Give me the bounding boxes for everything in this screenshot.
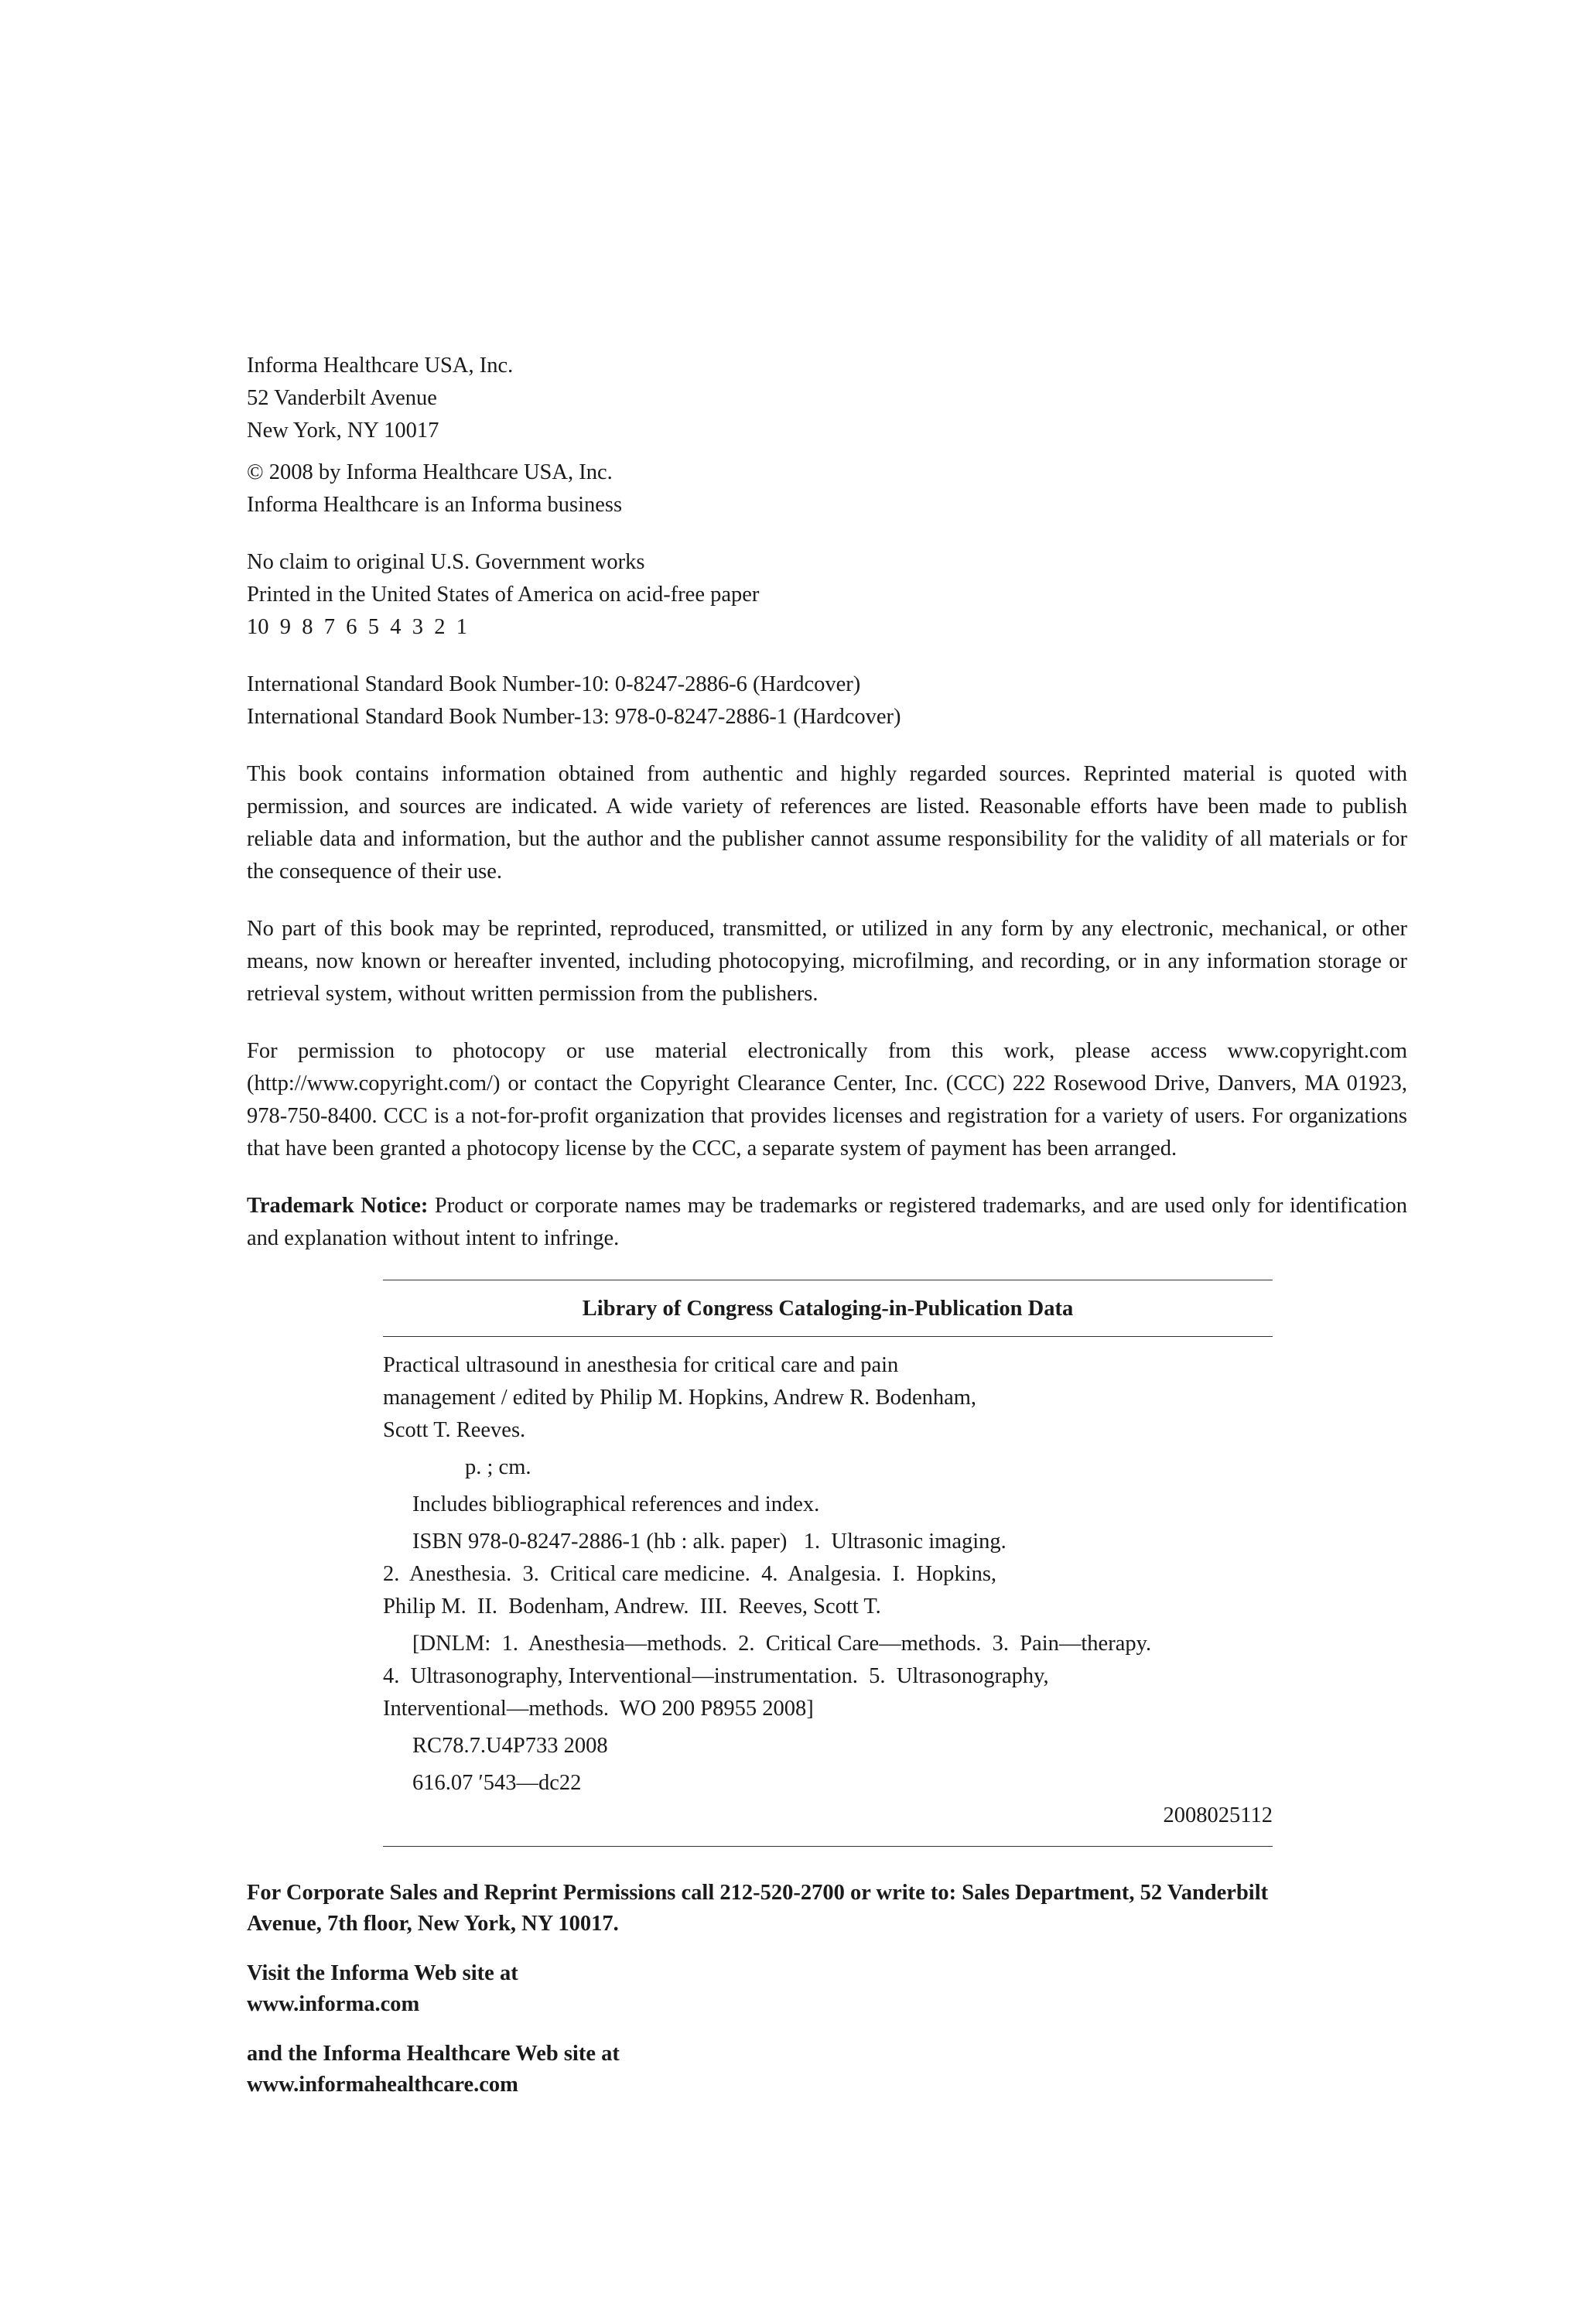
- business-line: Informa Healthcare is an Informa business: [247, 493, 623, 517]
- cip-physical-description: p. ; cm.: [465, 1455, 531, 1479]
- cip-title-line: Scott T. Reeves.: [383, 1418, 526, 1442]
- cip-dnlm-line: [DNLM: 1. Anesthesia—methods. 2. Critical Care—methods. 3. Pain—therapy.: [412, 1632, 1152, 1656]
- informa-website-notice: [247, 1958, 1407, 2020]
- cip-data-box: [383, 1280, 1273, 1847]
- informa-url: www.informa.com: [247, 1992, 420, 2016]
- reproduction-paragraph: No part of this book may be reprinted, reproduced, transmitted, or utilized in any form by any electronic, mechanical, or other means, now known or hereafter invented, including photocopying, microfilming, and recording, or in any information storage or retrieval system, without written permission from the publishers.: [247, 917, 1407, 1006]
- cip-bottom-rule: [383, 1846, 1273, 1847]
- trademark-label: Trademark Notice:: [247, 1194, 429, 1218]
- healthcare-website-notice: [247, 2039, 1407, 2101]
- publisher-name: Informa Healthcare USA, Inc.: [247, 354, 514, 378]
- cip-dnlm-line: 4. Ultrasonography, Interventional—instrumentation. 5. Ultrasonography,: [383, 1664, 1049, 1688]
- cip-note: Includes bibliographical references and index.: [412, 1492, 820, 1516]
- copyright-page: [247, 350, 1407, 2101]
- cip-body: [383, 1337, 1273, 1846]
- isbn-13-line: International Standard Book Number-13: 978-0-8247-2886-1 (Hardcover): [247, 705, 901, 729]
- healthcare-visit-line: and the Informa Healthcare Web site at: [247, 2042, 620, 2066]
- cip-dnlm-line: Interventional—methods. WO 200 P8955 2008]: [383, 1697, 814, 1721]
- cip-lc-classification: RC78.7.U4P733 2008: [412, 1734, 608, 1758]
- permission-paragraph: For permission to photocopy or use material electronically from this work, please access www.copyright.com (http://www.copyright.com/) or contact the Copyright Clearance Center, Inc. (CCC) 222 Rosewood Drive, Danvers, MA 01923, 978-750-8400. CCC is a not-for-profit organization that provides licenses and registration for a variety of users. For organizations that have been granted a photocopy license by the CCC, a separate system of payment has been arranged.: [247, 1039, 1407, 1160]
- sales-line: Avenue, 7th floor, New York, NY 10017.: [247, 1912, 619, 1936]
- cip-title: Library of Congress Cataloging-in-Publication Data: [582, 1297, 1074, 1321]
- isbn-10-line: International Standard Book Number-10: 0-8247-2886-6 (Hardcover): [247, 672, 861, 696]
- cip-isbn-line: ISBN 978-0-8247-2886-1 (hb : alk. paper) 1. Ultrasonic imaging.: [412, 1530, 1006, 1554]
- publisher-city: New York, NY 10017: [247, 419, 439, 443]
- sources-paragraph: This book contains information obtained from authentic and highly regarded sources. Reprinted material is quoted with permission, and sources are indicated. A wide variety of references are listed. Reasonable efforts have been made to publish reliable data and information, but the author and the publisher cannot assume responsibility for the validity of all materials or for the consequence of their use.: [247, 762, 1407, 884]
- copyright-notice: [247, 456, 1407, 521]
- isbn-block: [247, 668, 1407, 733]
- cip-title-line: Practical ultrasound in anesthesia for critical care and pain: [383, 1353, 899, 1377]
- trademark-text: Product or corporate names may be trademarks or registered trademarks, and are used only for identification and explanation without intent to infringe.: [247, 1194, 1407, 1250]
- cip-lccn: 2008025112: [1163, 1803, 1273, 1827]
- government-works-line: No claim to original U.S. Government works: [247, 550, 645, 574]
- healthcare-url: www.informahealthcare.com: [247, 2073, 518, 2097]
- printing-info: [247, 546, 1407, 644]
- publisher-address: [247, 350, 1407, 447]
- trademark-paragraph: [247, 1190, 1407, 1255]
- cip-subjects-line: Philip M. II. Bodenham, Andrew. III. Reeves, Scott T.: [383, 1595, 881, 1619]
- cip-dewey-classification: 616.07 ′543—dc22: [412, 1771, 582, 1795]
- cip-title-line: management / edited by Philip M. Hopkins, Andrew R. Bodenham,: [383, 1386, 977, 1410]
- publisher-street: 52 Vanderbilt Avenue: [247, 386, 437, 410]
- sales-line: For Corporate Sales and Reprint Permissions call 212-520-2700 or write to: Sales Department, 52 Vanderbilt: [247, 1881, 1269, 1905]
- printed-in-line: Printed in the United States of America on acid-free paper: [247, 583, 760, 607]
- cip-subjects-line: 2. Anesthesia. 3. Critical care medicine. 4. Analgesia. I. Hopkins,: [383, 1562, 997, 1586]
- copyright-line: © 2008 by Informa Healthcare USA, Inc.: [247, 460, 613, 484]
- corporate-sales-notice: [247, 1878, 1407, 1940]
- visit-line: Visit the Informa Web site at: [247, 1961, 518, 1985]
- print-run-numbers: 10 9 8 7 6 5 4 3 2 1: [247, 615, 467, 639]
